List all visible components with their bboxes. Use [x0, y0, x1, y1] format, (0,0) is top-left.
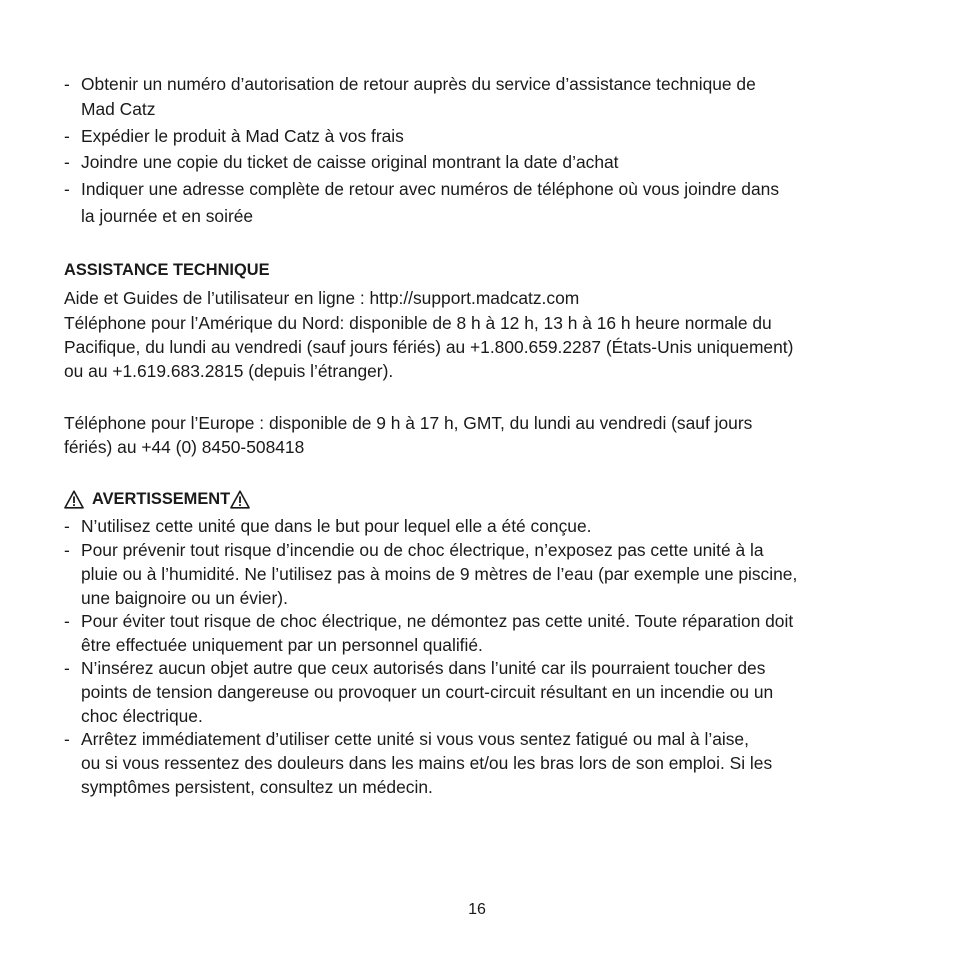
- online-help-text: Aide et Guides de l’utilisateur en ligne : http://support.madcatz.com: [64, 288, 580, 308]
- list-bullet: -: [64, 658, 70, 678]
- list-bullet: -: [64, 74, 70, 94]
- list-item-line: Pour prévenir tout risque d’incendie ou de choc électrique, n’exposez pas cette unité à la: [81, 540, 764, 560]
- list-item-line: la journée et en soirée: [81, 206, 254, 226]
- list-bullet: -: [64, 611, 70, 631]
- list-bullet: -: [64, 152, 70, 172]
- list-bullet: -: [64, 729, 70, 749]
- list-item-line: ou si vous ressentez des douleurs dans les mains et/ou les bras lors de son emploi. Si les: [81, 753, 773, 773]
- warning-triangle-icon: [230, 490, 250, 509]
- list-bullet: -: [64, 126, 70, 146]
- list-item-line: N’insérez aucun objet autre que ceux autorisés dans l’unité car ils pourraient toucher des: [81, 658, 766, 678]
- list-bullet: -: [64, 179, 70, 199]
- section-heading: ASSISTANCE TECHNIQUE: [64, 261, 270, 279]
- list-item-line: points de tension dangereuse ou provoquer un court-circuit résultant en un incendie ou un: [81, 682, 774, 702]
- north-america-phone-line: Pacifique, du lundi au vendredi (sauf jours fériés) au +1.800.659.2287 (États-Unis uniquement): [64, 337, 794, 357]
- list-item-line: Arrêtez immédiatement d’utiliser cette unité si vous vous sentez fatigué ou mal à l’aise,: [81, 729, 749, 749]
- list-item-line: Joindre une copie du ticket de caisse original montrant la date d’achat: [81, 152, 619, 172]
- list-item-line: Obtenir un numéro d’autorisation de retour auprès du service d’assistance technique de: [81, 74, 756, 94]
- warning-triangle-icon: [64, 490, 84, 509]
- list-item-line: N’utilisez cette unité que dans le but pour lequel elle a été conçue.: [81, 516, 592, 536]
- list-item-line: Mad Catz: [81, 99, 156, 119]
- warning-heading: [64, 487, 250, 511]
- europe-phone-line: Téléphone pour l’Europe : disponible de 9 h à 17 h, GMT, du lundi au vendredi (sauf jours: [64, 413, 753, 433]
- list-item-line: Indiquer une adresse complète de retour avec numéros de téléphone où vous joindre dans: [81, 179, 780, 199]
- north-america-phone-line: Téléphone pour l’Amérique du Nord: disponible de 8 h à 12 h, 13 h à 16 h heure normale du: [64, 313, 772, 333]
- europe-phone-line: fériés) au +44 (0) 8450-508418: [64, 437, 305, 457]
- section-heading: AVERTISSEMENT: [92, 489, 231, 508]
- list-item-line: être effectuée uniquement par un personnel qualifié.: [81, 635, 483, 655]
- list-bullet: -: [64, 516, 70, 536]
- list-item-line: une baignoire ou un évier).: [81, 588, 288, 608]
- north-america-phone-line: ou au +1.619.683.2815 (depuis l’étranger).: [64, 361, 394, 381]
- list-item-line: choc électrique.: [81, 706, 203, 726]
- list-item-line: pluie ou à l’humidité. Ne l’utilisez pas à moins de 9 mètres de l’eau (par exemple une piscine,: [81, 564, 798, 584]
- list-bullet: -: [64, 540, 70, 560]
- list-item-line: Expédier le produit à Mad Catz à vos frais: [81, 126, 404, 146]
- list-item-line: symptômes persistent, consultez un médecin.: [81, 777, 433, 797]
- page-number: 16: [468, 901, 486, 918]
- list-item-line: Pour éviter tout risque de choc électrique, ne démontez pas cette unité. Toute réparation doit: [81, 611, 794, 631]
